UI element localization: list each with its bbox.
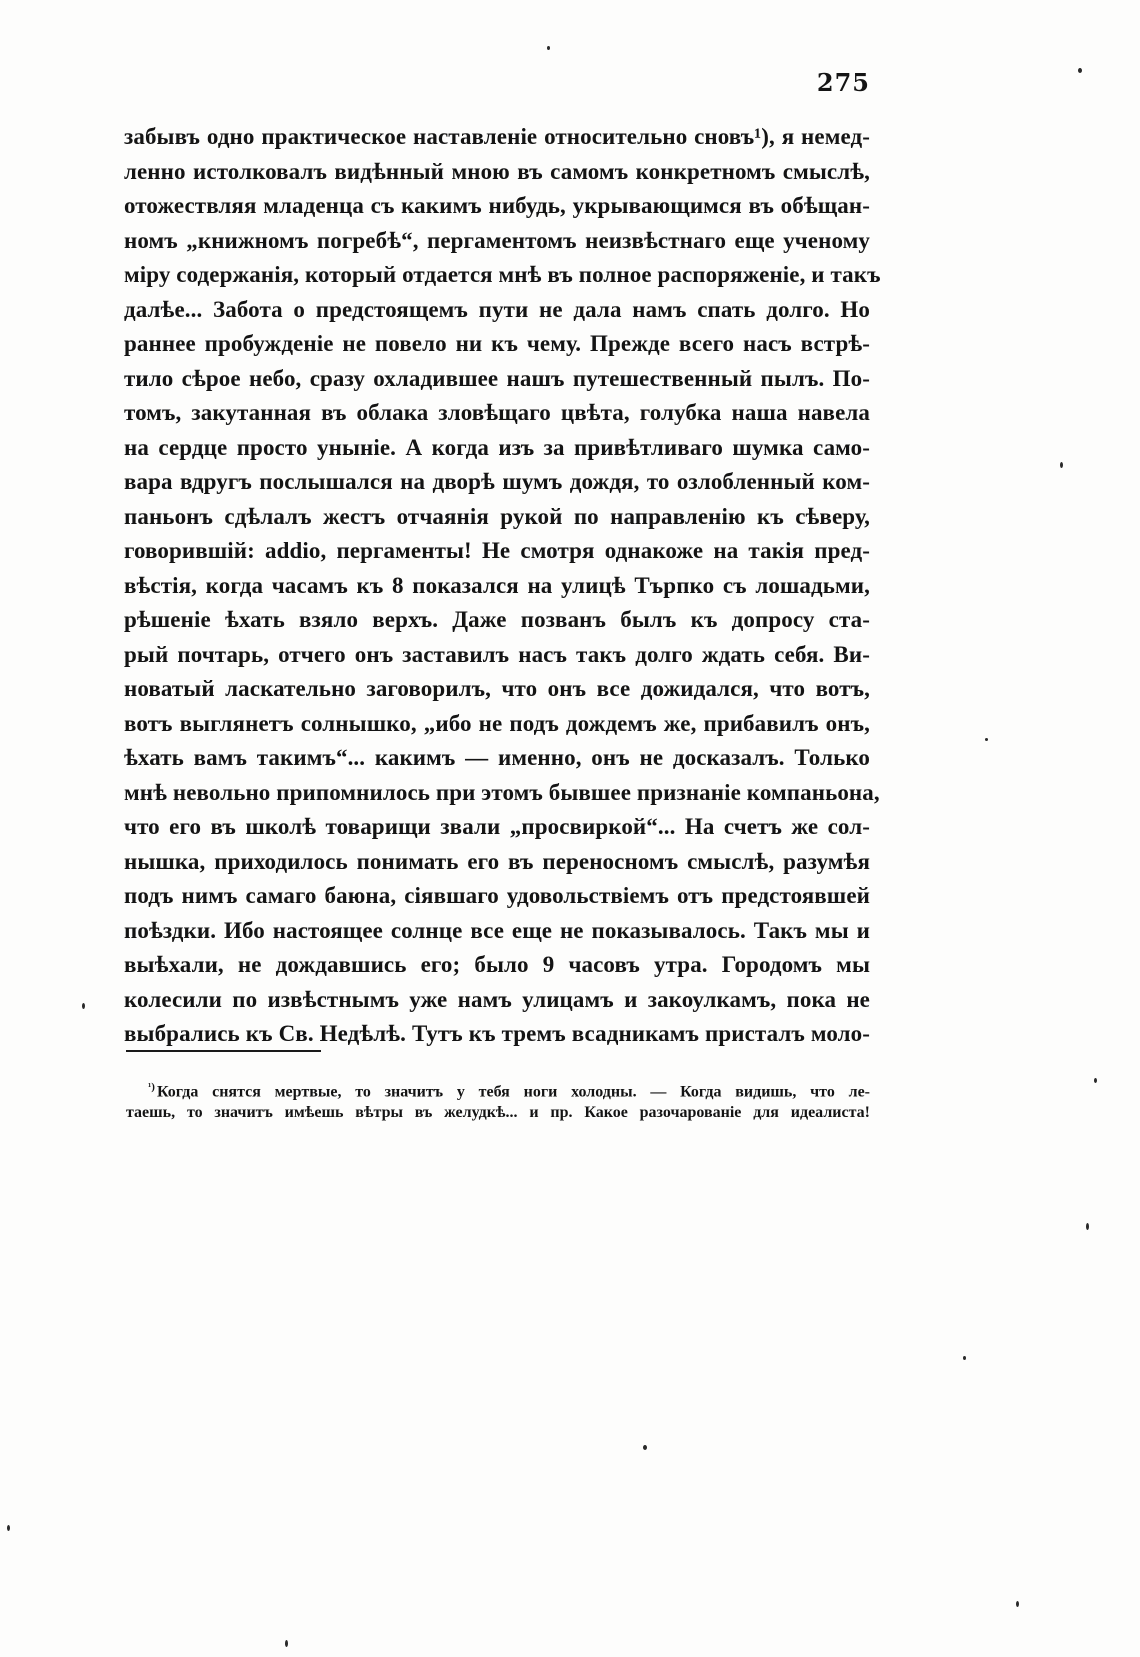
text-line: ѣхать вамъ такимъ“... какимъ — именно, онъ не досказалъ. Только — [124, 745, 870, 770]
text-line: забывъ одно практическое наставленіе относительно сновъ¹), я немед- — [124, 124, 870, 149]
main-text-block — [124, 120, 881, 1052]
footnote-block — [126, 1074, 870, 1126]
text-line: отожествляя младенца съ какимъ нибудь, укрывающимся въ обѣщан- — [124, 193, 870, 218]
text-line: нышка, приходилось понимать его въ переносномъ смыслѣ, разумѣя — [124, 848, 870, 874]
text-line: мнѣ невольно припомнилось при этомъ бывшее признаніе компаньона, — [124, 779, 880, 805]
footnote-text-1: Когда снятся мертвые, то значитъ у тебя ноги холодны. — Когда видишь, что ле- — [156, 1083, 870, 1101]
footnote-line-2: таешь, то значитъ имѣешь вѣтры въ желудкѣ... и пр. Какое разочарованіе для идеалиста! — [126, 1104, 870, 1121]
text-line: колесили по извѣстнымъ уже намъ улицамъ и закоулкамъ, пока не — [124, 986, 870, 1012]
text-line: номъ „книжномъ погребѣ“, пергаментомъ неизвѣстнаго еще ученому — [124, 227, 870, 253]
scan-speck — [1060, 462, 1063, 468]
scan-speck — [7, 1525, 10, 1531]
footnote-divider — [126, 1050, 321, 1052]
scan-speck — [82, 1003, 85, 1009]
text-line: вара вдругъ послышался на дворѣ шумъ дождя, то озлобленный ком- — [124, 469, 870, 494]
text-line: подъ нимъ самаго баюна, сіявшаго удовольствіемъ отъ предстоявшей — [124, 883, 870, 908]
scan-speck — [1078, 68, 1082, 73]
text-line: поѣздки. Ибо настоящее солнце все еще не показывалось. Такъ мы и — [124, 917, 870, 943]
scan-speck — [1016, 1601, 1019, 1607]
scan-speck — [963, 1356, 966, 1360]
page-number: 275 — [816, 68, 870, 97]
text-line: міру содержанія, который отдается мнѣ въ полное распоряженіе, и такъ — [124, 262, 881, 287]
text-line: что его въ школѣ товарищи звали „просвиркой“... На счетъ же сол- — [124, 814, 870, 839]
scan-speck — [1086, 1223, 1089, 1230]
scan-speck — [643, 1445, 647, 1450]
footnote-marker: ¹) — [148, 1081, 155, 1093]
text-line: вотъ выглянетъ солнышко, „ибо не подъ дождемъ же, прибавилъ онъ, — [124, 710, 870, 736]
scan-speck — [547, 46, 550, 50]
text-line: томъ, закутанная въ облака зловѣщаго цвѣта, голубка наша навела — [124, 400, 870, 425]
text-line: рѣшеніе ѣхать взяло верхъ. Даже позванъ былъ къ допросу ста- — [124, 607, 870, 632]
text-line: паньонъ сдѣлалъ жестъ отчаянія рукой по направленію къ сѣверу, — [124, 503, 870, 529]
text-line: тило сѣрое небо, сразу охладившее нашъ путешественный пылъ. По- — [124, 365, 870, 391]
text-line: раннее пробужденіе не повело ни къ чему. Прежде всего насъ встрѣ- — [124, 331, 870, 356]
scan-speck — [985, 738, 988, 741]
footnote-line-1 — [148, 1074, 870, 1100]
text-line: ленно истолковалъ видѣнный мною въ самомъ конкретномъ смыслѣ, — [124, 158, 870, 184]
scan-speck — [285, 1640, 288, 1647]
text-line: новатый ласкательно заговорилъ, что онъ все дожидался, что вотъ, — [124, 676, 870, 701]
text-line: на сердце просто уныніе. А когда изъ за привѣтливаго шумка само- — [124, 434, 870, 460]
scan-speck — [1094, 1078, 1097, 1083]
text-line: выбрались къ Св. Недѣлѣ. Тутъ къ тремъ всадникамъ присталъ моло- — [124, 1021, 870, 1046]
text-line: рый почтарь, отчего онъ заставилъ насъ такъ долго ждать себя. Ви- — [124, 641, 870, 667]
text-line: говорившій: addio, пергаменты! Не смотря однакоже на такія пред- — [124, 538, 870, 563]
text-line: выѣхали, не дождавшись его; было 9 часовъ утра. Городомъ мы — [124, 952, 870, 977]
text-line: вѣстія, когда часамъ къ 8 показался на улицѣ Търпко съ лошадьми, — [124, 572, 870, 598]
text-line: далѣе... Забота о предстоящемъ пути не дала намъ спать долго. Но — [124, 296, 870, 322]
